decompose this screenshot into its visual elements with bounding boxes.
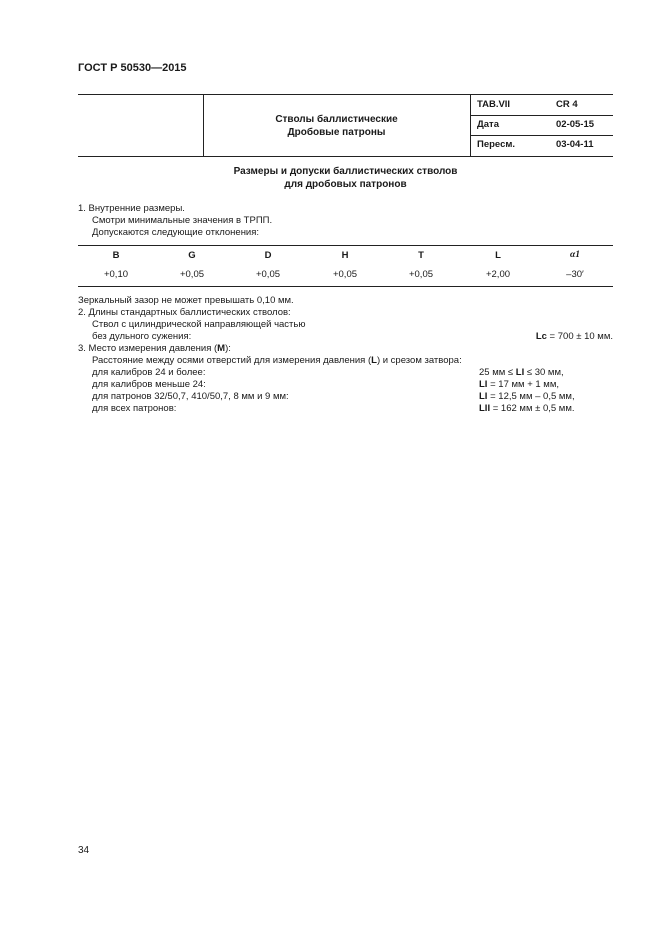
pressure-row-value [479, 379, 559, 391]
header-row-divider [470, 135, 613, 136]
tolerance-table [78, 245, 613, 287]
tolerance-value: –30′ [566, 269, 584, 280]
barrel-length-value [536, 331, 613, 343]
pressure-value-symbol: LI [479, 391, 488, 402]
section-title-line2: для дробовых патронов [284, 179, 407, 190]
pressure-value-text: ≤ 30 мм, [524, 367, 564, 378]
pressure-value-text: = 17 мм + 1 мм, [487, 379, 559, 390]
item3-line-symbol: L [371, 355, 377, 366]
item1-heading: 1. Внутренние размеры. [78, 203, 185, 214]
item3-heading-text: 3. Место измерения давления ( [78, 343, 218, 354]
item1-line: Допускаются следующие отклонения: [92, 227, 260, 238]
section-title [78, 165, 613, 191]
header-date-value: 02-05-15 [556, 119, 595, 130]
pressure-row-label: для калибров меньше 24: [92, 379, 206, 390]
pressure-value-text: = 12,5 мм – 0,5 мм, [487, 391, 575, 402]
tolerance-header: D [264, 250, 272, 261]
header-table-value: CR 4 [556, 99, 578, 110]
header-date-label: Дата [477, 119, 499, 130]
tolerance-value: +0,05 [255, 269, 281, 280]
tolerance-header: H [341, 250, 349, 261]
tolerance-value: +0,05 [408, 269, 434, 280]
header-title [203, 113, 470, 139]
pressure-value-symbol: LII [479, 403, 491, 414]
pressure-value-symbol: LI [479, 379, 488, 390]
header-table-label: TAB.VII [477, 99, 511, 110]
item2-line: Ствол с цилиндрической направляющей частью [92, 319, 306, 330]
barrel-length-text: = 700 ± 10 мм. [546, 331, 613, 342]
document-code: ГОСТ Р 50530—2015 [78, 62, 187, 74]
item3-line [92, 355, 462, 367]
page-number: 34 [78, 845, 90, 856]
pressure-row-value [479, 391, 575, 403]
tolerance-value: +0,05 [179, 269, 205, 280]
header-table [78, 94, 613, 157]
pressure-row-label: для всех патронов: [92, 403, 177, 414]
item2-heading: 2. Длины стандартных баллистических стволов: [78, 307, 291, 318]
header-row-divider [470, 115, 613, 116]
header-title-line1: Стволы баллистические [275, 114, 398, 125]
tolerance-header: B [112, 250, 120, 261]
item3-heading-text: ): [225, 343, 231, 354]
item3-heading [78, 343, 231, 355]
pressure-row-label: для патронов 32/50,7, 410/50,7, 8 мм и 9 мм: [92, 391, 289, 402]
item3-line-text: ) и срезом затвора: [376, 355, 462, 366]
pressure-row-label: для калибров 24 и более: [92, 367, 206, 378]
header-divider [470, 95, 471, 156]
tolerance-value: +2,00 [485, 269, 511, 280]
barrel-length-symbol: Lc [535, 331, 547, 342]
item3-line-text: Расстояние между осями отверстий для измерения давления ( [92, 355, 372, 366]
tolerance-header: L [495, 250, 501, 261]
item1-line: Смотри минимальные значения в ТРПП. [92, 215, 273, 226]
tolerance-header: G [188, 250, 196, 261]
item2-line: без дульного сужения: [92, 331, 192, 342]
mirror-gap-note: Зеркальный зазор не может превышать 0,10 мм. [78, 295, 294, 306]
tolerance-header: T [418, 250, 424, 261]
pressure-row-value [479, 367, 564, 379]
tolerance-header: α1 [569, 250, 580, 260]
header-revision-label: Пересм. [477, 139, 516, 150]
header-title-line2: Дробовые патроны [287, 127, 386, 138]
pressure-value-text: 25 мм ≤ [479, 367, 516, 378]
pressure-row-value [479, 403, 575, 415]
pressure-value-text: = 162 мм ± 0,5 мм. [490, 403, 575, 414]
pressure-value-symbol: LI [515, 367, 525, 378]
section-title-line1: Размеры и допуски баллистических стволов [233, 166, 458, 177]
item3-heading-symbol: M [217, 343, 226, 354]
tolerance-value: +0,10 [103, 269, 129, 280]
tolerance-value: +0,05 [332, 269, 358, 280]
header-revision-value: 03-04-11 [556, 139, 594, 150]
